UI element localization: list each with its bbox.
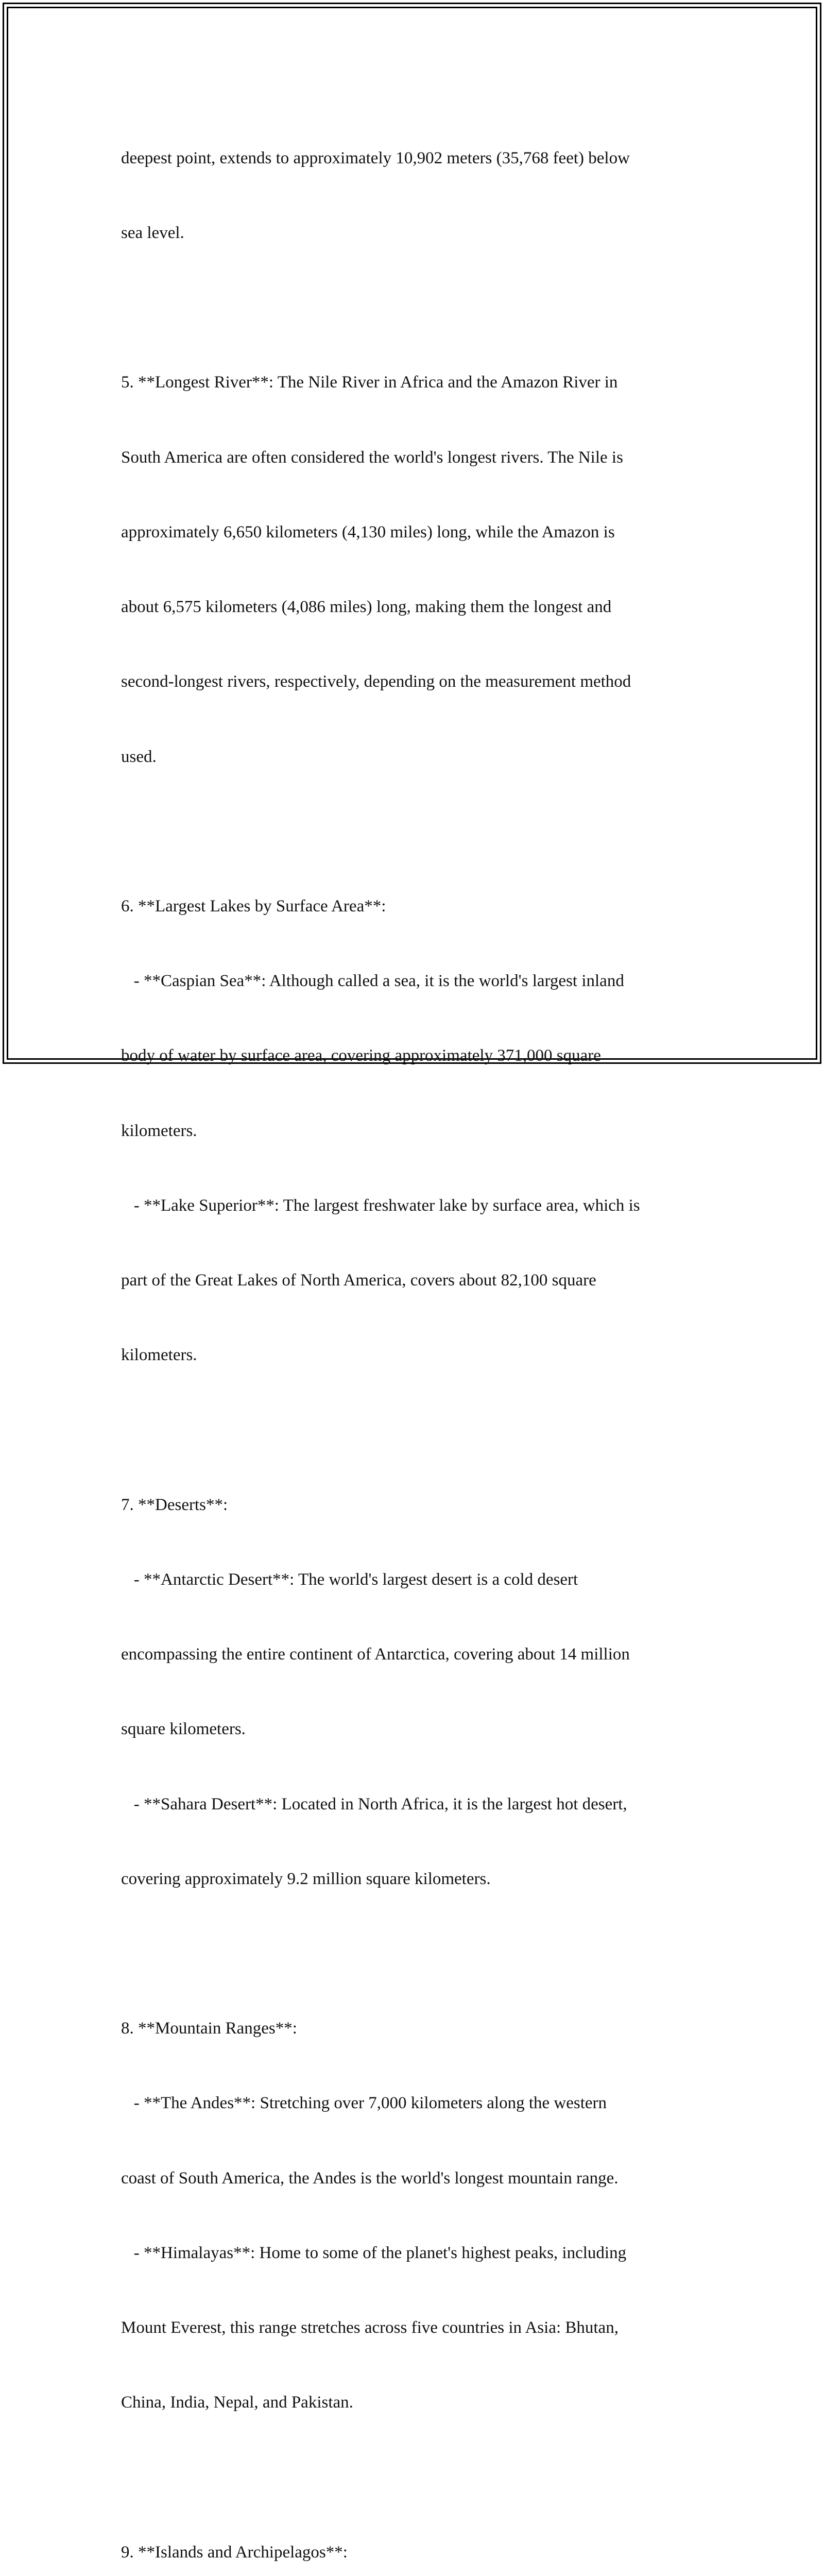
- text-line: approximately 6,650 kilometers (4,130 miles) long, while the Amazon is: [121, 522, 615, 541]
- text-line: - **The Andes**: Stretching over 7,000 kilometers along the western: [121, 2094, 607, 2113]
- text-line: kilometers.: [121, 1121, 197, 1140]
- paragraph-deserts: [121, 1443, 703, 1941]
- paragraph-ocean-depth: [121, 96, 703, 295]
- paragraph-mountain-ranges: [121, 1966, 703, 2465]
- text-line: Mount Everest, this range stretches across five countries in Asia: Bhutan,: [121, 2318, 619, 2337]
- text-line: about 6,575 kilometers (4,086 miles) long, making them the longest and: [121, 598, 612, 617]
- text-line: - **Antarctic Desert**: The world's largest desert is a cold desert: [121, 1570, 578, 1589]
- text-line: - **Sahara Desert**: Located in North Africa, it is the largest hot desert,: [121, 1794, 627, 1814]
- text-line: - **Lake Superior**: The largest freshwater lake by surface area, which is: [121, 1196, 640, 1215]
- text-line: used.: [121, 747, 157, 766]
- text-line: encompassing the entire continent of Antarctica, covering about 14 million: [121, 1645, 630, 1664]
- paragraph-islands: [121, 2490, 703, 2576]
- text-line: body of water by surface area, covering approximately 371,000 square: [121, 1046, 601, 1065]
- text-line: deepest point, extends to approximately 10,902 meters (35,768 feet) below: [121, 148, 630, 167]
- text-line: 6. **Largest Lakes by Surface Area**:: [121, 896, 386, 916]
- text-line: part of the Great Lakes of North America, covers about 82,100 square: [121, 1271, 596, 1290]
- text-line: kilometers.: [121, 1346, 197, 1365]
- text-line: square kilometers.: [121, 1720, 246, 1739]
- document-body: [121, 96, 703, 2576]
- text-line: 5. **Longest River**: The Nile River in Africa and the Amazon River in: [121, 373, 618, 392]
- text-line: sea level.: [121, 224, 184, 243]
- text-line: coast of South America, the Andes is the world's longest mountain range.: [121, 2168, 619, 2188]
- text-line: - **Himalayas**: Home to some of the planet's highest peaks, including: [121, 2243, 627, 2262]
- text-line: 8. **Mountain Ranges**:: [121, 2019, 297, 2038]
- text-line: South America are often considered the world's longest rivers. The Nile is: [121, 448, 623, 467]
- text-line: second-longest rivers, respectively, depending on the measurement method: [121, 672, 631, 691]
- text-line: 9. **Islands and Archipelagos**:: [121, 2543, 348, 2562]
- text-line: China, India, Nepal, and Pakistan.: [121, 2393, 353, 2412]
- text-line: - **Caspian Sea**: Although called a sea, it is the world's largest inland: [121, 972, 624, 991]
- text-line: 7. **Deserts**:: [121, 1495, 228, 1514]
- text-line: covering approximately 9.2 million square kilometers.: [121, 1869, 491, 1888]
- paragraph-largest-lakes: [121, 844, 703, 1417]
- paragraph-longest-river: [121, 320, 703, 819]
